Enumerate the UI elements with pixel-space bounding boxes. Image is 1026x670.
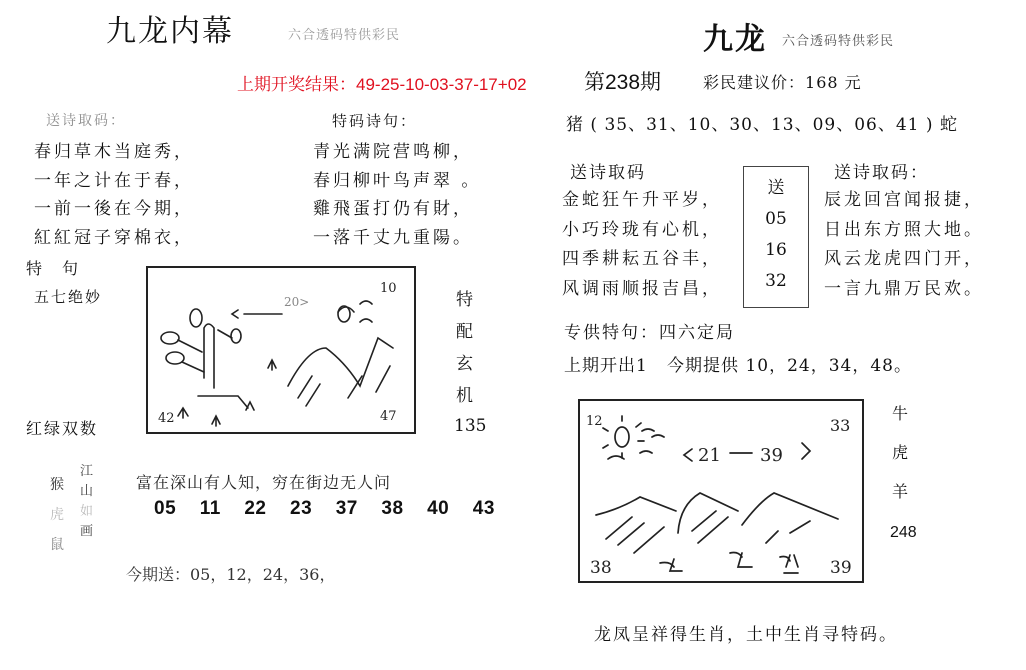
corner-number-bottom-right: 39	[830, 558, 852, 578]
poem-line: 雞飛蛋打仍有財，	[313, 199, 473, 219]
left-side-number: 135	[454, 416, 487, 436]
poem-line: 小巧玲珑有心机，	[562, 219, 722, 240]
poem-line: 一前一後在今期，	[34, 199, 194, 219]
price-value: 168 元	[805, 73, 862, 92]
zodiac-number-range	[566, 110, 958, 135]
right-issue-line	[564, 351, 912, 376]
poem-line: 紅紅冠子穿棉衣，	[34, 227, 194, 248]
last-result	[237, 70, 527, 95]
proverb: 富在深山有人知，穷在街边无人问	[136, 473, 392, 492]
right-poem-left	[562, 186, 722, 304]
poem-line: 青光满院营鸣柳，	[313, 142, 473, 162]
left-subtitle: 六合透码特供彩民	[288, 28, 401, 43]
poem-line: 四季耕耘五谷丰，	[562, 249, 722, 269]
sketch-tree-mountains-icon	[148, 268, 414, 432]
zodiac-start: 猪	[566, 115, 584, 135]
vertical-char: 牛	[892, 404, 909, 423]
right-poem-right-heading: 送诗取码：	[834, 163, 929, 183]
last-hit: 上期开出1	[564, 356, 648, 376]
right-poem-left-heading: 送诗取码	[570, 163, 646, 183]
last-result-label: 上期开奖结果：	[237, 75, 356, 94]
right-this-issue: 今期提供 10，24，34，48。	[667, 356, 912, 376]
vertical-char: 配	[456, 322, 473, 342]
right-special-sentence: 专供特句：四六定局	[564, 323, 735, 343]
vertical-char: 虎	[50, 507, 64, 523]
footer-poem: 龙凤呈祥得生肖，土中生肖寻特码。	[594, 625, 898, 645]
corner-number-top-right: 33	[830, 416, 851, 435]
right-riddle-picture	[578, 399, 864, 583]
right-title: 九龙	[703, 22, 767, 57]
zodiac-end: 蛇	[939, 115, 958, 135]
poem-line: 一言九鼎万民欢。	[824, 278, 984, 299]
red-green-label: 红绿双数	[26, 419, 99, 438]
vertical-char: 如	[80, 504, 94, 519]
send-number: 32	[765, 271, 787, 291]
left-this-issue: 今期送：05，12，24，36，	[126, 565, 336, 584]
vertical-char: 机	[456, 386, 473, 406]
sketch-sun-mountains-icon	[580, 401, 862, 581]
corner-number-bottom-right: 47	[380, 409, 397, 424]
range-start-number: 21	[698, 445, 721, 466]
right-subtitle: 六合透码特供彩民	[782, 34, 895, 49]
vertical-char: 玄	[456, 354, 473, 374]
poem-line: 春归柳叶鸟声翠 。	[313, 170, 482, 191]
vertical-char: 猴	[50, 477, 64, 493]
issue-number: 第238期	[584, 71, 662, 94]
poem-line: 风云龙虎四门开，	[824, 249, 984, 269]
corner-number-top-right: 10	[380, 281, 397, 296]
left-title: 九龙内幕	[106, 14, 234, 49]
send-number-box	[743, 166, 809, 308]
send-number: 16	[765, 240, 787, 260]
vertical-char: 山	[80, 484, 94, 499]
vertical-char: 虎	[892, 443, 909, 462]
vertical-char: 鼠	[50, 537, 64, 553]
left-poem1-heading: 送诗取码：	[46, 113, 126, 129]
price-label: 彩民建议价：	[703, 73, 806, 92]
right-side-vertical	[892, 394, 908, 511]
poem-line: 一落千丈九重陽。	[313, 227, 473, 248]
poem-line: 金蛇狂午升平岁，	[562, 190, 722, 210]
range-end-number: 20>	[284, 295, 310, 309]
lucky-numbers: 05 11 22 23 37 38 40 43	[154, 498, 495, 519]
vertical-char: 特	[456, 290, 473, 310]
left-riddle-picture	[146, 266, 416, 434]
poem-line: 春归草木当庭秀，	[34, 142, 194, 162]
special-sentence-label: 特 句	[26, 259, 81, 278]
poem-line: 日出东方照大地。	[824, 219, 984, 240]
suggested-price	[703, 70, 862, 93]
special-sentence-value: 五七绝妙	[34, 288, 103, 306]
vertical-char: 画	[80, 524, 94, 539]
right-side-number: 248	[890, 524, 917, 541]
poem-line: 一年之计在于春，	[34, 170, 194, 191]
send-label: 送	[767, 178, 785, 198]
right-poem-right	[824, 186, 984, 304]
vertical-char: 羊	[892, 482, 909, 501]
poem-line: 风调雨顺报吉昌，	[562, 278, 722, 299]
corner-number-top-left: 12	[586, 414, 603, 429]
zodiac-column-1	[50, 470, 64, 560]
corner-number-bottom-left: 38	[590, 558, 612, 578]
left-side-vertical	[456, 284, 473, 412]
send-number: 05	[765, 209, 787, 229]
left-poem1	[34, 138, 194, 252]
vertical-char: 江	[80, 464, 94, 479]
zodiac-column-2	[80, 462, 93, 542]
range-end-number: 39	[760, 445, 783, 466]
poem-line: 辰龙回宫闻报捷，	[824, 190, 984, 210]
left-poem2-heading: 特码诗句：	[332, 112, 418, 130]
zodiac-numbers: ( 35、31、10、30、13、09、06、41 )	[590, 115, 934, 135]
corner-number-bottom-left: 42	[158, 411, 175, 426]
last-result-numbers: 49-25-10-03-37-17+02	[356, 75, 527, 94]
left-poem2	[313, 138, 481, 252]
